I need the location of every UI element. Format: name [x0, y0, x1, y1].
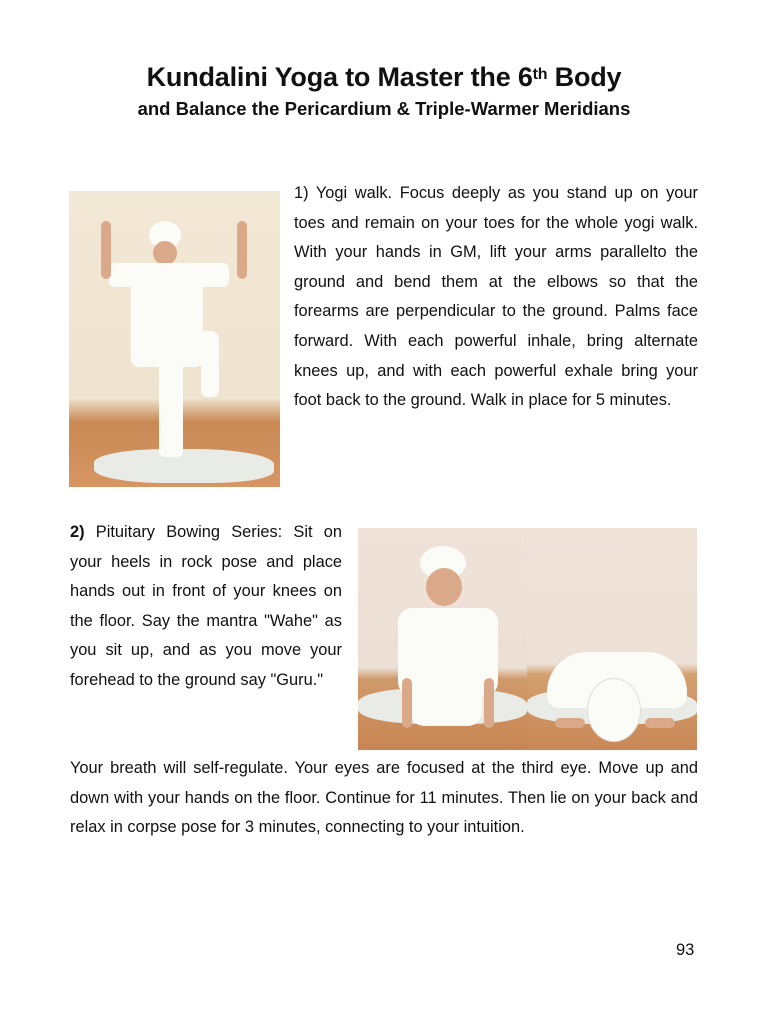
title-superscript: th [532, 66, 548, 83]
page-title [0, 60, 768, 94]
page-number: 93 [676, 941, 695, 959]
left-arm-shape [101, 221, 111, 279]
section-1-text: Yogi walk. Focus deeply as you stand up on your toes and remain on your toes for the whole yogi walk. With your hands in GM, lift your arms parallelto the ground and bend them at the elbows so that the forearms are perpendicular to the ground. Palms face forward. With each powerful inhale, bring alternate knees up, and with each powerful exhale bring your foot back to the ground. Walk in place for 5 minutes. [294, 184, 698, 410]
knees-shape [410, 686, 482, 726]
yogi-walk-photo [69, 191, 280, 487]
right-arm-shape [484, 678, 494, 728]
standing-leg-shape [159, 361, 183, 457]
turban-shape [587, 678, 641, 742]
section-2-text: Pituitary Bowing Series: Sit on your heels in rock pose and place hands out in front of your knees on the floor. Say the mantra "Wahe" as you sit up, and as you move your forehead to the ground say "Guru." [70, 523, 342, 689]
rock-pose-photo [358, 528, 527, 750]
section-2-number: 2) [70, 523, 85, 541]
section-1-number: 1) [294, 184, 309, 202]
right-hand-shape [645, 718, 675, 728]
title-text: Kundalini Yoga to Master the 6 [146, 62, 533, 92]
left-hand-shape [555, 718, 585, 728]
left-arm-shape [402, 678, 412, 728]
section-1-paragraph [294, 179, 698, 416]
closing-paragraph: Your breath will self-regulate. Your eyes are focused at the third eye. Move up and down with your hands on the floor. Continue for 11 minutes. Then lie on your back and relax in corpse pose for 3 minutes, connecting to your intuition. [70, 759, 698, 837]
page-subtitle: and Balance the Pericardium & Triple-Warmer Meridians [137, 98, 631, 119]
face-shape [426, 568, 462, 606]
face-shape [153, 241, 177, 265]
title-text-end: Body [547, 62, 622, 92]
shirt-shape [398, 608, 498, 696]
right-arm-shape [237, 221, 247, 279]
bowing-pose-photo [527, 528, 697, 750]
rug-shape [94, 449, 274, 483]
section-2-paragraph [70, 518, 342, 696]
raised-shin-shape [201, 337, 219, 397]
